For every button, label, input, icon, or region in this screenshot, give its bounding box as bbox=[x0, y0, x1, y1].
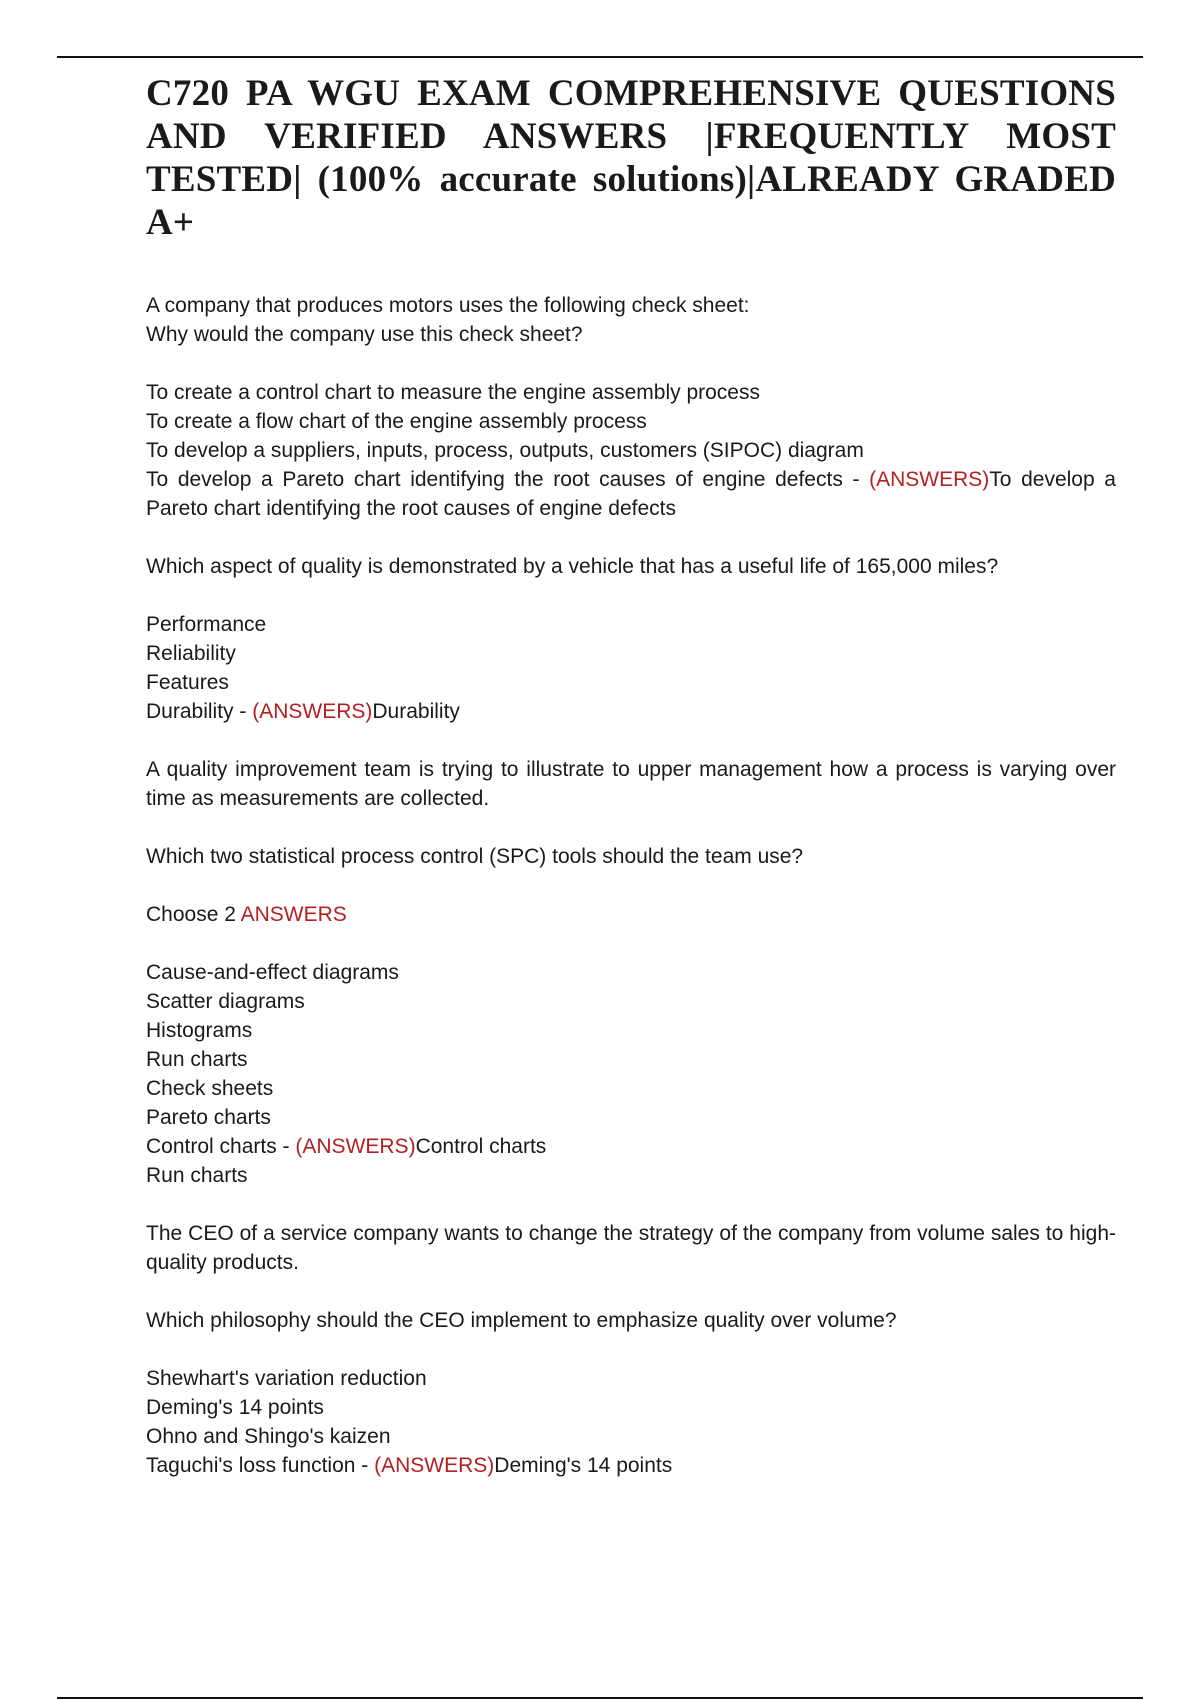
q3-para1: A quality improvement team is trying to illustrate to upper management how a process is varying over time as measurements are collected. bbox=[146, 758, 1116, 810]
q3-choose-prefix: Choose 2 bbox=[146, 903, 241, 926]
q4-option-2: Deming's 14 points bbox=[146, 1396, 324, 1419]
answer-tag: (ANSWERS) bbox=[869, 468, 990, 491]
q3-option-3: Histograms bbox=[146, 1019, 253, 1042]
q1-option-4 bbox=[146, 465, 1116, 523]
answer-tag: (ANSWERS) bbox=[295, 1135, 416, 1158]
q4-option-1: Shewhart's variation reduction bbox=[146, 1367, 427, 1390]
answer-tag: (ANSWERS) bbox=[374, 1454, 495, 1477]
q2-answer: Durability bbox=[372, 700, 460, 723]
q2-option-3: Features bbox=[146, 671, 229, 694]
q3-choose-answers: ANSWERS bbox=[240, 903, 347, 926]
q4-option-3: Ohno and Shingo's kaizen bbox=[146, 1425, 391, 1448]
q2-option-4-text: Durability - bbox=[146, 700, 253, 723]
q3-option-7-text: Control charts - bbox=[146, 1135, 296, 1158]
bottom-rule bbox=[57, 1697, 1143, 1699]
q1-answer: To develop a Pareto chart identifying the root causes of engine defects bbox=[146, 468, 1116, 520]
q3-option-1: Cause-and-effect diagrams bbox=[146, 961, 399, 984]
q1-option-1: To create a control chart to measure the engine assembly process bbox=[146, 381, 760, 404]
q2-question: Which aspect of quality is demonstrated by a vehicle that has a useful life of 165,000 miles? bbox=[146, 555, 999, 578]
q1-option-2: To create a flow chart of the engine assembly process bbox=[146, 410, 647, 433]
q3-option-2: Scatter diagrams bbox=[146, 990, 305, 1013]
q4-para2: Which philosophy should the CEO implement to emphasize quality over volume? bbox=[146, 1309, 897, 1332]
q4-option-4 bbox=[146, 1451, 1116, 1480]
q3-option-4: Run charts bbox=[146, 1048, 248, 1071]
q3-option-6: Pareto charts bbox=[146, 1106, 271, 1129]
q3-answer: Control charts bbox=[415, 1135, 547, 1158]
top-rule bbox=[57, 56, 1143, 58]
q1-option-4-text: To develop a Pareto chart identifying the root causes of engine defects - bbox=[146, 468, 870, 491]
document-title: C720 PA WGU EXAM COMPREHENSIVE QUESTIONS AND VERIFIED ANSWERS |FREQUENTLY MOST TESTED| (100% accurate solutions)|ALREADY GRADED A+ bbox=[146, 73, 1116, 243]
q4-answer: Deming's 14 points bbox=[494, 1454, 673, 1477]
q1-line1: A company that produces motors uses the following check sheet: bbox=[146, 294, 750, 317]
answer-tag: (ANSWERS) bbox=[252, 700, 373, 723]
q3-option-7 bbox=[146, 1132, 1116, 1161]
q2-option-2: Reliability bbox=[146, 642, 236, 665]
q4-para1: The CEO of a service company wants to change the strategy of the company from volume sales to high-quality products. bbox=[146, 1222, 1116, 1274]
q2-option-4 bbox=[146, 697, 1116, 726]
q4-option-4-text: Taguchi's loss function - bbox=[146, 1454, 375, 1477]
document-page bbox=[146, 72, 1116, 1480]
q3-option-5: Check sheets bbox=[146, 1077, 274, 1100]
q2-option-1: Performance bbox=[146, 613, 267, 636]
document-body bbox=[146, 291, 1116, 1480]
q3-para2: Which two statistical process control (SPC) tools should the team use? bbox=[146, 845, 804, 868]
q3-choose bbox=[146, 900, 1116, 929]
q1-option-3: To develop a suppliers, inputs, process, outputs, customers (SIPOC) diagram bbox=[146, 439, 864, 462]
q1-line2: Why would the company use this check sheet? bbox=[146, 323, 583, 346]
q3-trailing: Run charts bbox=[146, 1164, 248, 1187]
